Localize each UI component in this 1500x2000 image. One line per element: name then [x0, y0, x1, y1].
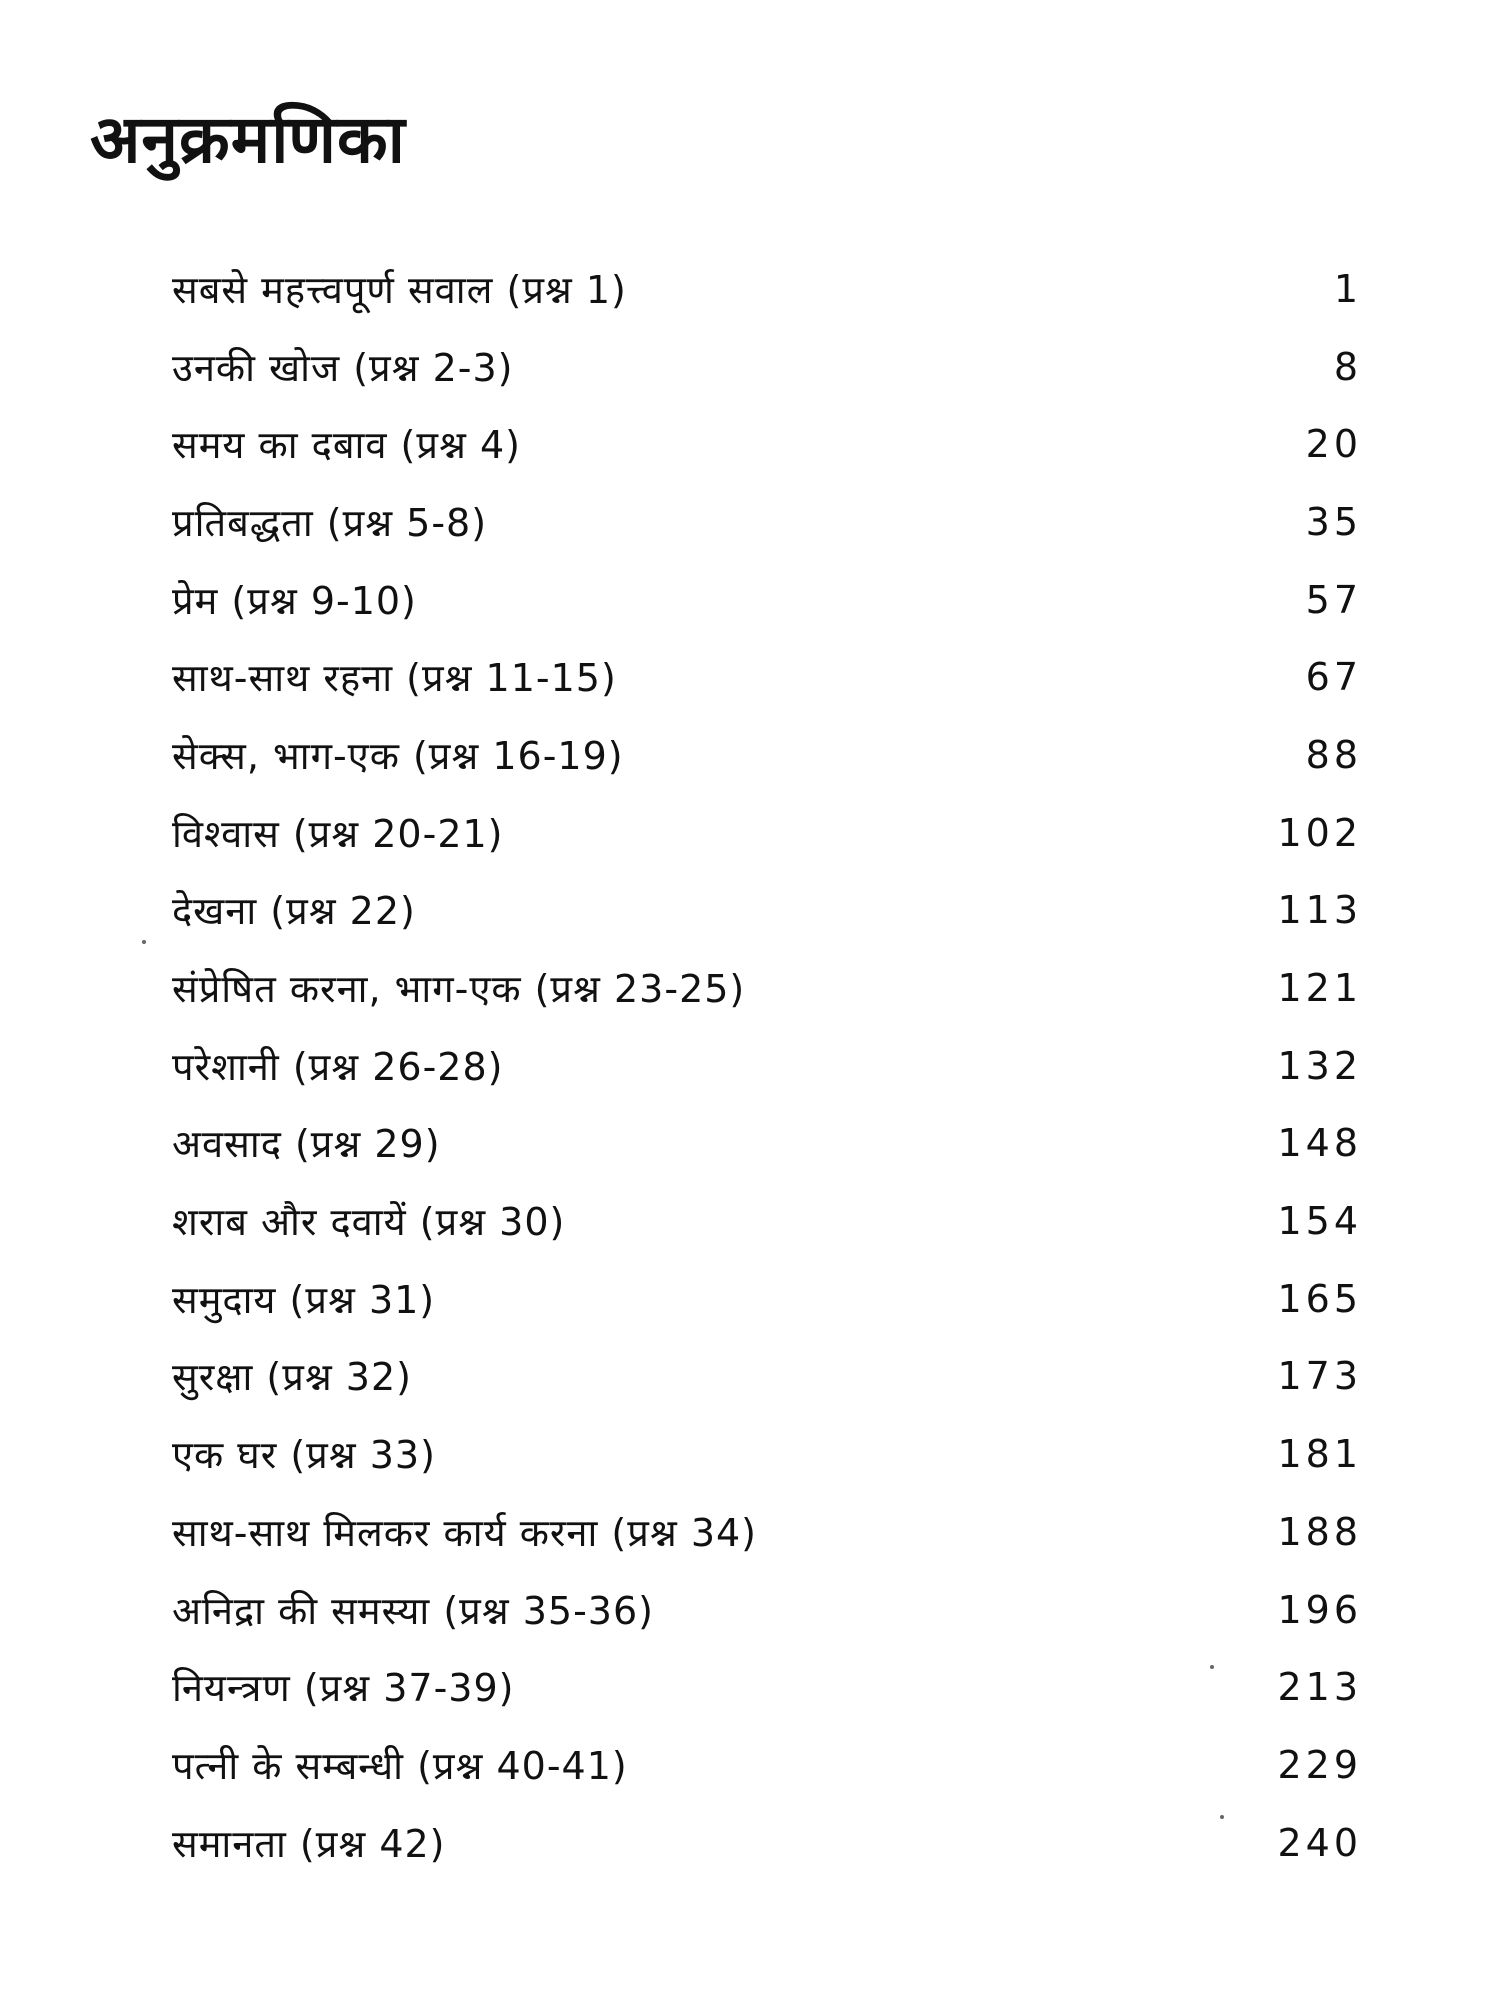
toc-entry [172, 328, 1372, 406]
toc-entry-page: 1 [1333, 266, 1362, 311]
toc-entry [172, 1726, 1372, 1804]
toc-entry [172, 638, 1372, 716]
toc-entry-title: समय का दबाव (प्रश्न 4) [172, 423, 521, 468]
page-title: अनुक्रमणिका [90, 101, 406, 178]
toc-entry-page: 188 [1277, 1509, 1362, 1554]
toc-entry-page: 229 [1277, 1742, 1362, 1787]
toc-entry [172, 1571, 1372, 1649]
toc-entry-page: 102 [1277, 810, 1362, 855]
scan-speck [1210, 1665, 1214, 1669]
toc-entry [172, 1105, 1372, 1183]
toc-entry-title: पत्नी के सम्बन्धी (प्रश्न 40-41) [172, 1743, 628, 1788]
toc-entry-page: 8 [1333, 344, 1362, 389]
toc-entry [172, 1027, 1372, 1105]
toc-entry [172, 1260, 1372, 1338]
toc-entry [172, 483, 1372, 561]
toc-entry-page: 165 [1277, 1276, 1362, 1321]
toc-entry-page: 35 [1305, 499, 1362, 544]
toc-entry-title: सबसे महत्त्वपूर्ण सवाल (प्रश्न 1) [172, 267, 627, 312]
toc-entry [172, 716, 1372, 794]
toc-entry-title: परेशानी (प्रश्न 26-28) [172, 1044, 504, 1089]
toc-entry [172, 1338, 1372, 1416]
toc-entry-title: अनिद्रा की समस्या (प्रश्न 35-36) [172, 1588, 654, 1633]
toc-entry [172, 872, 1372, 950]
toc-entry [172, 949, 1372, 1027]
toc-entry-page: 57 [1305, 577, 1362, 622]
toc-entry-title: संप्रेषित करना, भाग-एक (प्रश्न 23-25) [172, 967, 746, 1012]
toc-entry-title: शराब और दवायें (प्रश्न 30) [172, 1200, 566, 1245]
toc-entry-title: साथ-साथ मिलकर कार्य करना (प्रश्न 34) [172, 1510, 758, 1555]
toc-entry [172, 1415, 1372, 1493]
toc-entry-page: 121 [1277, 966, 1362, 1011]
toc-entry-title: एक घर (प्रश्न 33) [172, 1433, 436, 1478]
toc-entry [172, 1493, 1372, 1571]
toc-entry-title: देखना (प्रश्न 22) [172, 889, 416, 934]
toc-entry-page: 154 [1277, 1199, 1362, 1244]
toc-entry-title: अवसाद (प्रश्न 29) [172, 1122, 441, 1167]
toc-entry-title: प्रतिबद्धता (प्रश्न 5-8) [172, 500, 488, 545]
toc-entry-page: 148 [1277, 1121, 1362, 1166]
toc-entry [172, 1804, 1372, 1882]
toc-entry-page: 88 [1305, 732, 1362, 777]
toc-entry-page: 132 [1277, 1043, 1362, 1088]
scan-speck [1220, 1815, 1224, 1819]
toc-entry [172, 561, 1372, 639]
toc-entry-page: 113 [1277, 888, 1362, 933]
toc-entry-page: 213 [1277, 1665, 1362, 1710]
toc-entry-title: समुदाय (प्रश्न 31) [172, 1277, 436, 1322]
table-of-contents [172, 250, 1372, 1881]
toc-entry-title: साथ-साथ रहना (प्रश्न 11-15) [172, 656, 617, 701]
toc-entry-title: सेक्स, भाग-एक (प्रश्न 16-19) [172, 733, 624, 778]
toc-entry [172, 405, 1372, 483]
scan-speck [142, 940, 146, 944]
toc-entry-title: प्रेम (प्रश्न 9-10) [172, 578, 417, 623]
toc-entry-page: 67 [1305, 655, 1362, 700]
toc-entry-page: 173 [1277, 1354, 1362, 1399]
toc-entry-title: विश्वास (प्रश्न 20-21) [172, 811, 504, 856]
toc-entry-page: 181 [1277, 1432, 1362, 1477]
toc-entry-page: 20 [1305, 422, 1362, 467]
toc-entry [172, 1182, 1372, 1260]
toc-entry [172, 794, 1372, 872]
toc-entry [172, 250, 1372, 328]
toc-entry [172, 1648, 1372, 1726]
toc-entry-title: उनकी खोज (प्रश्न 2-3) [172, 345, 514, 390]
toc-entry-title: समानता (प्रश्न 42) [172, 1821, 446, 1866]
toc-entry-title: सुरक्षा (प्रश्न 32) [172, 1355, 412, 1400]
toc-entry-page: 240 [1277, 1820, 1362, 1865]
toc-entry-title: नियन्त्रण (प्रश्न 37-39) [172, 1666, 515, 1711]
toc-entry-page: 196 [1277, 1587, 1362, 1632]
